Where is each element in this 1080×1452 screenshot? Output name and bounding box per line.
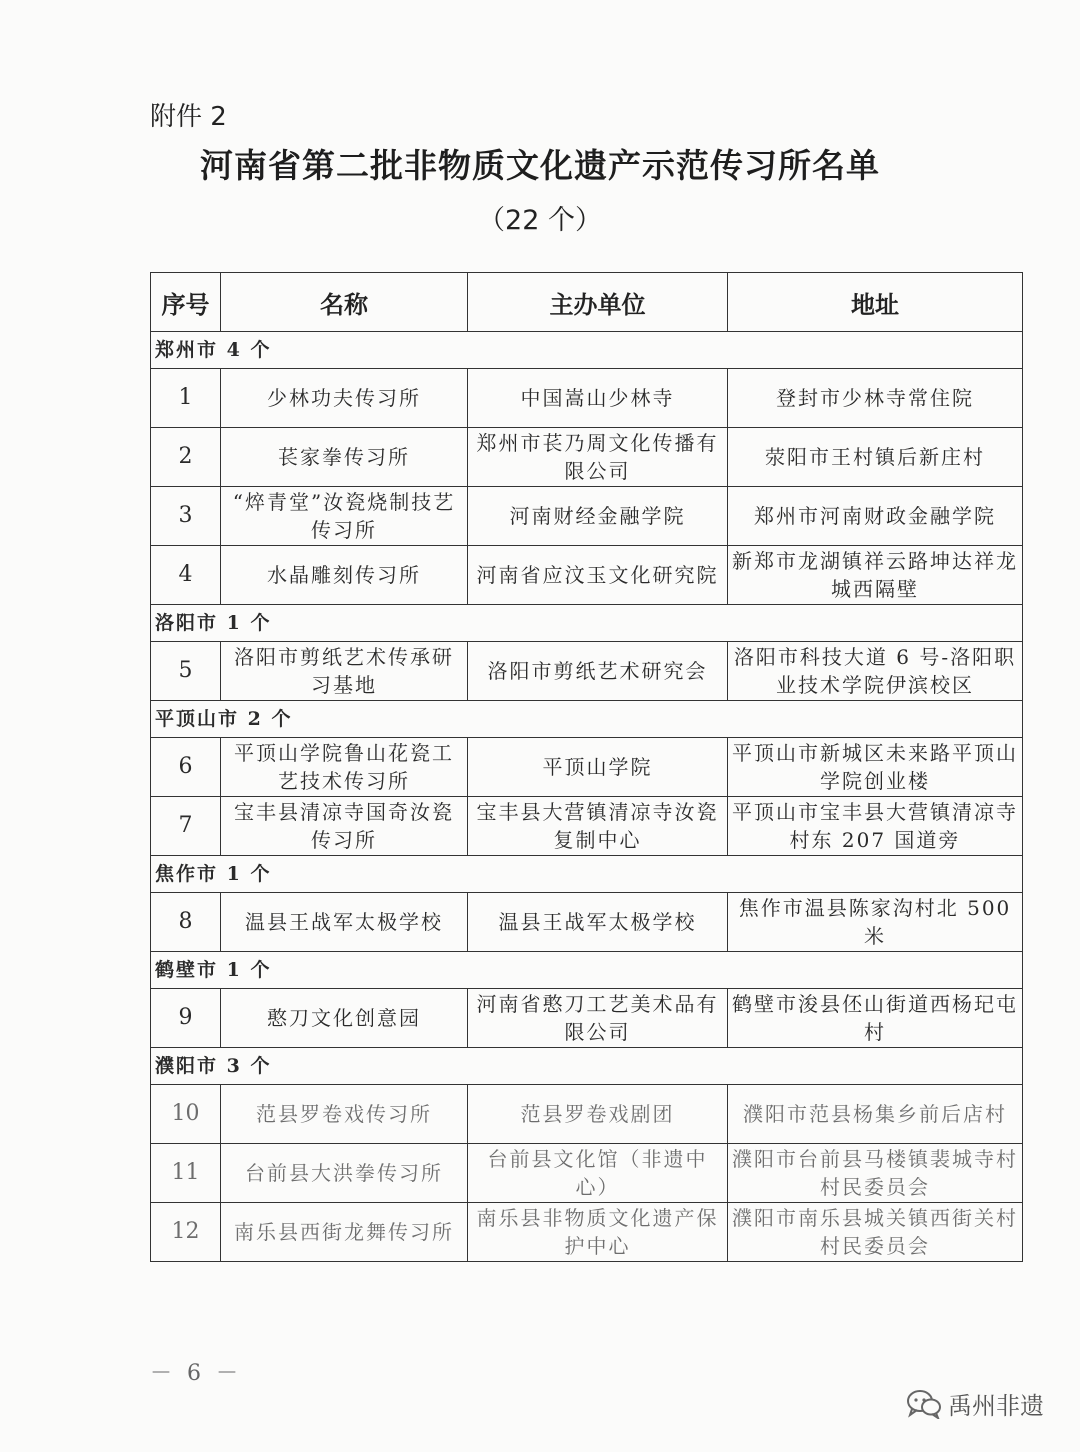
cell-address: 平顶山市宝丰县大营镇清凉寺村东 207 国道旁	[728, 797, 1023, 856]
table-row	[151, 487, 1023, 546]
cell-name: 憨刀文化创意园	[221, 989, 468, 1048]
cell-number: 6	[151, 738, 221, 797]
table-row	[151, 546, 1023, 605]
cell-address: 洛阳市科技大道 6 号-洛阳职业技术学院伊滨校区	[728, 642, 1023, 701]
cell-name: 南乐县西街龙舞传习所	[221, 1203, 468, 1262]
table-row	[151, 642, 1023, 701]
city-group-label: 焦作市 1 个	[151, 856, 1023, 893]
cell-name: 少林功夫传习所	[221, 369, 468, 428]
cell-name: “焠青堂”汝瓷烧制技艺传习所	[221, 487, 468, 546]
column-header-host: 主办单位	[468, 273, 728, 332]
city-group-label: 平顶山市 2 个	[151, 701, 1023, 738]
cell-number: 11	[151, 1144, 221, 1203]
table-row	[151, 428, 1023, 487]
cell-host: 平顶山学院	[468, 738, 728, 797]
cell-number: 9	[151, 989, 221, 1048]
cell-number: 1	[151, 369, 221, 428]
column-header-number: 序号	[151, 273, 221, 332]
cell-address: 登封市少林寺常住院	[728, 369, 1023, 428]
cell-name: 温县王战军太极学校	[221, 893, 468, 952]
city-group-row	[151, 1048, 1023, 1085]
table-header-row	[151, 273, 1023, 332]
heritage-list-table	[150, 272, 1023, 1262]
cell-host: 郑州市苌乃周文化传播有限公司	[468, 428, 728, 487]
table-row	[151, 893, 1023, 952]
cell-host: 温县王战军太极学校	[468, 893, 728, 952]
cell-host: 台前县文化馆（非遗中心）	[468, 1144, 728, 1203]
document-title: 河南省第二批非物质文化遗产示范传习所名单	[200, 146, 880, 185]
city-group-row	[151, 856, 1023, 893]
table-body	[151, 332, 1023, 1262]
cell-number: 5	[151, 642, 221, 701]
wechat-icon	[906, 1389, 942, 1419]
cell-number: 12	[151, 1203, 221, 1262]
cell-name: 范县罗卷戏传习所	[221, 1085, 468, 1144]
cell-host: 中国嵩山少林寺	[468, 369, 728, 428]
cell-host: 河南省应汶玉文化研究院	[468, 546, 728, 605]
column-header-address: 地址	[728, 273, 1023, 332]
cell-address: 平顶山市新城区未来路平顶山学院创业楼	[728, 738, 1023, 797]
city-group-label: 洛阳市 1 个	[151, 605, 1023, 642]
city-group-label: 鹤壁市 1 个	[151, 952, 1023, 989]
table-row	[151, 1144, 1023, 1203]
cell-name: 水晶雕刻传习所	[221, 546, 468, 605]
cell-name: 台前县大洪拳传习所	[221, 1144, 468, 1203]
cell-host: 河南省憨刀工艺美术品有限公司	[468, 989, 728, 1048]
document-subtitle: （22 个）	[478, 205, 602, 236]
city-group-row	[151, 701, 1023, 738]
city-group-label: 郑州市 4 个	[151, 332, 1023, 369]
cell-address: 鹤壁市浚县伾山街道西杨玘屯村	[728, 989, 1023, 1048]
table-row	[151, 1203, 1023, 1262]
table-row	[151, 738, 1023, 797]
cell-address: 新郑市龙湖镇祥云路坤达祥龙城西隔壁	[728, 546, 1023, 605]
column-header-name: 名称	[221, 273, 468, 332]
cell-address: 焦作市温县陈家沟村北 500 米	[728, 893, 1023, 952]
watermark-text: 禹州非遗	[948, 1392, 1044, 1420]
table-row	[151, 1085, 1023, 1144]
cell-host: 河南财经金融学院	[468, 487, 728, 546]
city-group-row	[151, 605, 1023, 642]
cell-name: 洛阳市剪纸艺术传承研习基地	[221, 642, 468, 701]
cell-name: 平顶山学院鲁山花瓷工艺技术传习所	[221, 738, 468, 797]
cell-number: 10	[151, 1085, 221, 1144]
city-group-label: 濮阳市 3 个	[151, 1048, 1023, 1085]
cell-number: 4	[151, 546, 221, 605]
table-row	[151, 369, 1023, 428]
table-row	[151, 989, 1023, 1048]
cell-name: 苌家拳传习所	[221, 428, 468, 487]
cell-address: 濮阳市台前县马楼镇裴城寺村村民委员会	[728, 1144, 1023, 1203]
cell-address: 濮阳市范县杨集乡前后店村	[728, 1085, 1023, 1144]
city-group-row	[151, 952, 1023, 989]
watermark	[906, 1386, 1044, 1421]
cell-number: 7	[151, 797, 221, 856]
cell-address: 郑州市河南财政金融学院	[728, 487, 1023, 546]
cell-host: 宝丰县大营镇清凉寺汝瓷复制中心	[468, 797, 728, 856]
cell-number: 3	[151, 487, 221, 546]
page-number: － 6 －	[150, 1361, 242, 1386]
cell-host: 洛阳市剪纸艺术研究会	[468, 642, 728, 701]
cell-number: 2	[151, 428, 221, 487]
cell-host: 南乐县非物质文化遗产保护中心	[468, 1203, 728, 1262]
table-row	[151, 797, 1023, 856]
cell-number: 8	[151, 893, 221, 952]
cell-name: 宝丰县清凉寺国奇汝瓷传习所	[221, 797, 468, 856]
attachment-label: 附件 2	[150, 102, 227, 132]
cell-address: 濮阳市南乐县城关镇西街关村村民委员会	[728, 1203, 1023, 1262]
city-group-row	[151, 332, 1023, 369]
cell-address: 荥阳市王村镇后新庄村	[728, 428, 1023, 487]
cell-host: 范县罗卷戏剧团	[468, 1085, 728, 1144]
